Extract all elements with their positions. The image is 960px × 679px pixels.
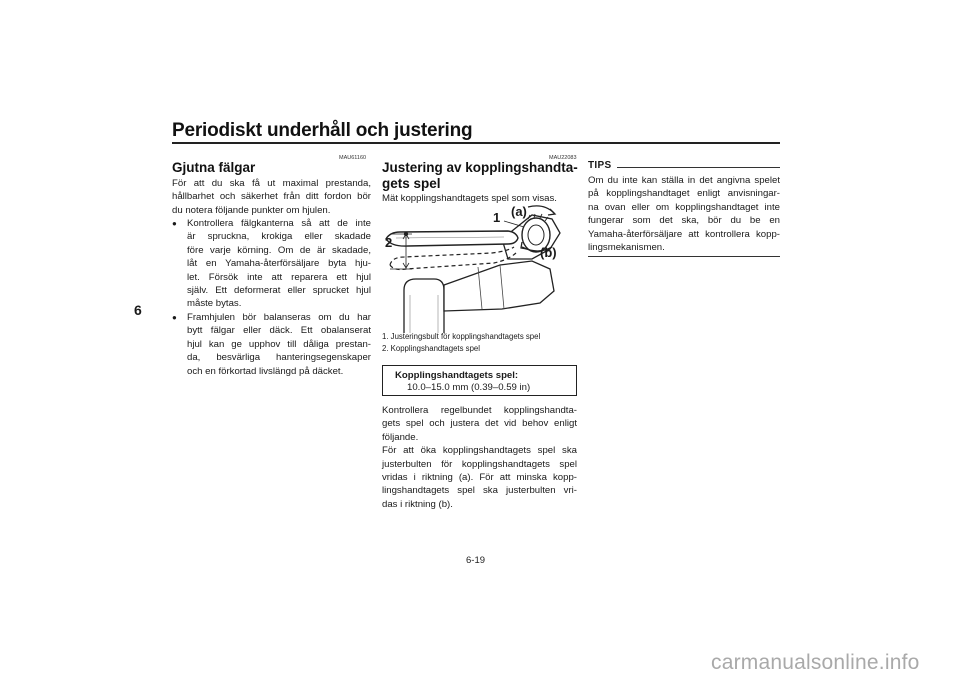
tips-text: Om du inte kan ställa in det angivna spelet på kopplingshandtaget enligt anvisningar- na ovan eller om kopplingshandtaget inte fungerar som det ska, bör du be en Yamaha-återförsäljare att kontrollera kopp- lingsmekanismen.	[588, 175, 780, 254]
section-code: MAU22083	[549, 155, 577, 161]
bullet-icon: ●	[172, 313, 177, 322]
tips-rule-top	[617, 167, 780, 168]
figure-label-a: (a)	[511, 204, 527, 219]
section-intro: Mät kopplingshandtagets spel som visas.	[382, 193, 557, 204]
caption-item: 1. Justeringsbult för kopplingshandtagets spel	[382, 332, 541, 341]
tips-rule-bottom	[588, 256, 780, 257]
figure-label-1: 1	[493, 210, 501, 225]
tips-label: TIPS	[588, 160, 612, 171]
section-heading: Gjutna fälgar	[172, 160, 256, 175]
section-code: MAU61160	[339, 155, 367, 161]
bullet-item: ● Framhjulen bör balanseras om du har bytt fälgar eller däck. Ett obalanserat hjul kan ge upphov till dåliga prestan- da, besvärliga hanteringsegenskaper och en förkortad livslängd på däcket.	[172, 312, 371, 377]
figure-captions	[382, 331, 582, 355]
adjustment-paragraph: Kontrollera regelbundet kopplingshandta- gets spel och justera det vid behov enligt följande. För att öka kopplingshandtagets spel ska justerbulten för kopplingshandtagets spel vridas i riktning (a). För att minska kopp- lingshandtagets spel ska justerbulten vri- das i riktning (b).	[382, 405, 577, 510]
bullet-icon: ●	[172, 219, 177, 228]
chapter-tab: 6	[134, 302, 142, 318]
spec-label: Kopplingshandtagets spel:	[395, 370, 519, 381]
spec-box	[382, 365, 577, 396]
caption-item: 2. Kopplingshandtagets spel	[382, 344, 480, 353]
bullet-item: ● Kontrollera fälgkanterna så att de inte är spruckna, krokiga eller skadade före varje körning. Om de är skadade, låt en Yamaha-återförsäljare byta hju- let. Försök inte att reparera ett hjul själv. Ett deformerat eller sprucket hjul måste bytas.	[172, 218, 371, 310]
figure-label-2: 2	[385, 235, 393, 250]
clutch-lever-figure	[382, 205, 577, 333]
section-heading: Justering av kopplingshandta- gets spel	[382, 160, 578, 191]
page-number: 6-19	[466, 555, 486, 566]
figure-label-b: (b)	[540, 245, 557, 260]
spec-value: 10.0–15.0 mm (0.39–0.59 in)	[407, 382, 531, 393]
watermark: carmanualsonline.info	[711, 651, 920, 674]
section-intro: För att du ska få ut maximal prestanda, hållbarhet och säkerhet från ditt fordon bör du notera följande punkter om hjulen.	[172, 178, 371, 216]
page-title: Periodiskt underhåll och justering	[172, 120, 473, 141]
header-rule	[172, 142, 780, 144]
